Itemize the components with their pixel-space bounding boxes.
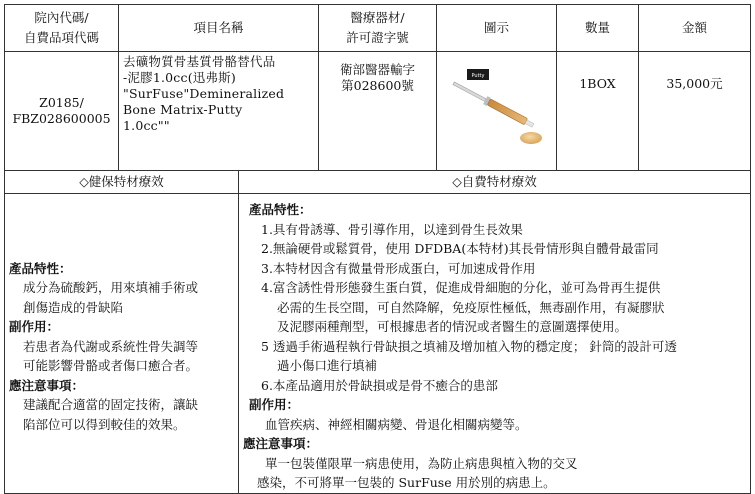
selfpay-feature-item: 3.本特材因含有微量骨形成蛋白，可加速成骨作用 (261, 260, 536, 276)
item-code-line1: Z0185/ (39, 95, 84, 110)
item-code-line2: FBZ028600005 (12, 111, 111, 126)
selfpay-feature-item-cont: 過小傷口進行填補 (277, 358, 378, 373)
effects-detail-row (5, 194, 751, 494)
selfpay-feature-item-cont: 必需的生長空間，可自然降解，免疫原性極低，無毒副作用，有凝膠狀 (277, 299, 665, 315)
item-name-line: 1.0cc"" (123, 118, 170, 133)
insurance-effects-cell (5, 194, 239, 494)
selfpay-feature-item: 4.富含誘性骨形態發生蛋白質，促進成骨細胞的分化，並可為骨再生提供 (261, 280, 661, 295)
item-name-line: "SurFuse"Demineralized (123, 86, 285, 101)
insurance-side-effects-line: 可能影響骨骼或者傷口癒合者。 (23, 358, 199, 373)
insurance-notes-line: 陷部位可以得到較佳的效果。 (23, 416, 186, 432)
item-row (5, 52, 751, 171)
insurance-notes-title: 應注意事項： (9, 377, 85, 393)
item-name-line: 去礦物質骨基質骨骼替代品 (123, 54, 276, 69)
header-code-line1: 院內代碼/ (34, 10, 89, 25)
item-name-line: -泥膠1.0cc(迅弗斯) (123, 70, 236, 85)
selfpay-feature-item-cont: 及泥膠兩種劑型，可根據患者的情況或者醫生的意圖選擇使用。 (277, 319, 628, 334)
selfpay-effects-header: ◇自費特材療效 (239, 171, 751, 194)
insurance-features-title: 產品特性： (9, 260, 72, 276)
selfpay-notes-title: 應注意事項： (243, 436, 319, 451)
header-image: 圖示 (437, 5, 557, 52)
header-name: 項目名稱 (119, 5, 319, 52)
header-code-line2: 自費品項代碼 (23, 30, 99, 45)
item-license-line2: 第028600號 (341, 78, 414, 93)
insurance-effects-header: ◇健保特材療效 (5, 171, 239, 194)
selfpay-feature-item: 1.具有骨誘導、骨引導作用，以達到骨生長效果 (261, 221, 523, 237)
selfpay-feature-item: 6.本產品適用於骨缺損或是骨不癒合的患部 (261, 377, 498, 393)
header-license-line1: 醫療器材/ (350, 10, 405, 25)
header-price: 金額 (639, 5, 751, 52)
item-code (5, 52, 119, 171)
header-qty: 數量 (557, 5, 639, 52)
effects-header-row (5, 171, 751, 194)
header-license-line2: 許可證字號 (346, 30, 409, 45)
selfpay-notes-line: 感染，不可將單一包裝的 SurFuse 用於別的病患上。 (257, 475, 556, 490)
item-license-line1: 衛部醫器輸字 (340, 62, 416, 77)
selfpay-feature-item: 2.無論硬骨或鬆質骨，使用 DFDBA(本特材)其長骨情形與自體骨最雷同 (261, 241, 659, 256)
selfpay-effects-cell (239, 194, 751, 494)
selfpay-features-list (243, 220, 744, 396)
item-qty: 1BOX (557, 52, 639, 171)
item-name (119, 52, 319, 171)
item-image (437, 52, 557, 171)
product-label-text: Putty (471, 73, 485, 79)
selfpay-notes-line: 單一包裝僅限單一病患使用，為防止病患與植入物的交叉 (265, 455, 578, 471)
insurance-side-effects-title: 副作用： (9, 319, 60, 334)
selfpay-feature-item: 5 透過手術過程執行骨缺損之填補及增加植入物的穩定度； 針筒的設計可透 (261, 338, 677, 354)
syringe-icon (451, 79, 535, 129)
insurance-side-effects-line: 若患者為代謝或系統性骨失調等 (23, 338, 199, 354)
header-row (5, 5, 751, 52)
item-name-line: Bone Matrix-Putty (123, 102, 243, 117)
selfpay-features-title: 產品特性： (249, 202, 312, 217)
insurance-features-line: 創傷造成的骨缺陷 (23, 299, 124, 315)
syringe-product-image (439, 66, 555, 152)
header-license (319, 5, 437, 52)
item-price: 35,000元 (639, 52, 751, 171)
selfpay-side-effects-title: 副作用： (249, 397, 300, 412)
header-code (5, 5, 119, 52)
insurance-notes-line: 建議配合適當的固定技術，讓缺 (23, 397, 199, 412)
product-table (4, 4, 751, 494)
insurance-features-line: 成分為硫酸鈣，用來填補手術或 (23, 280, 199, 295)
item-license (319, 52, 437, 171)
putty-sample (520, 132, 542, 144)
selfpay-side-effects-line: 血管疾病、神經相關病變、骨退化相關病變等。 (265, 416, 528, 432)
